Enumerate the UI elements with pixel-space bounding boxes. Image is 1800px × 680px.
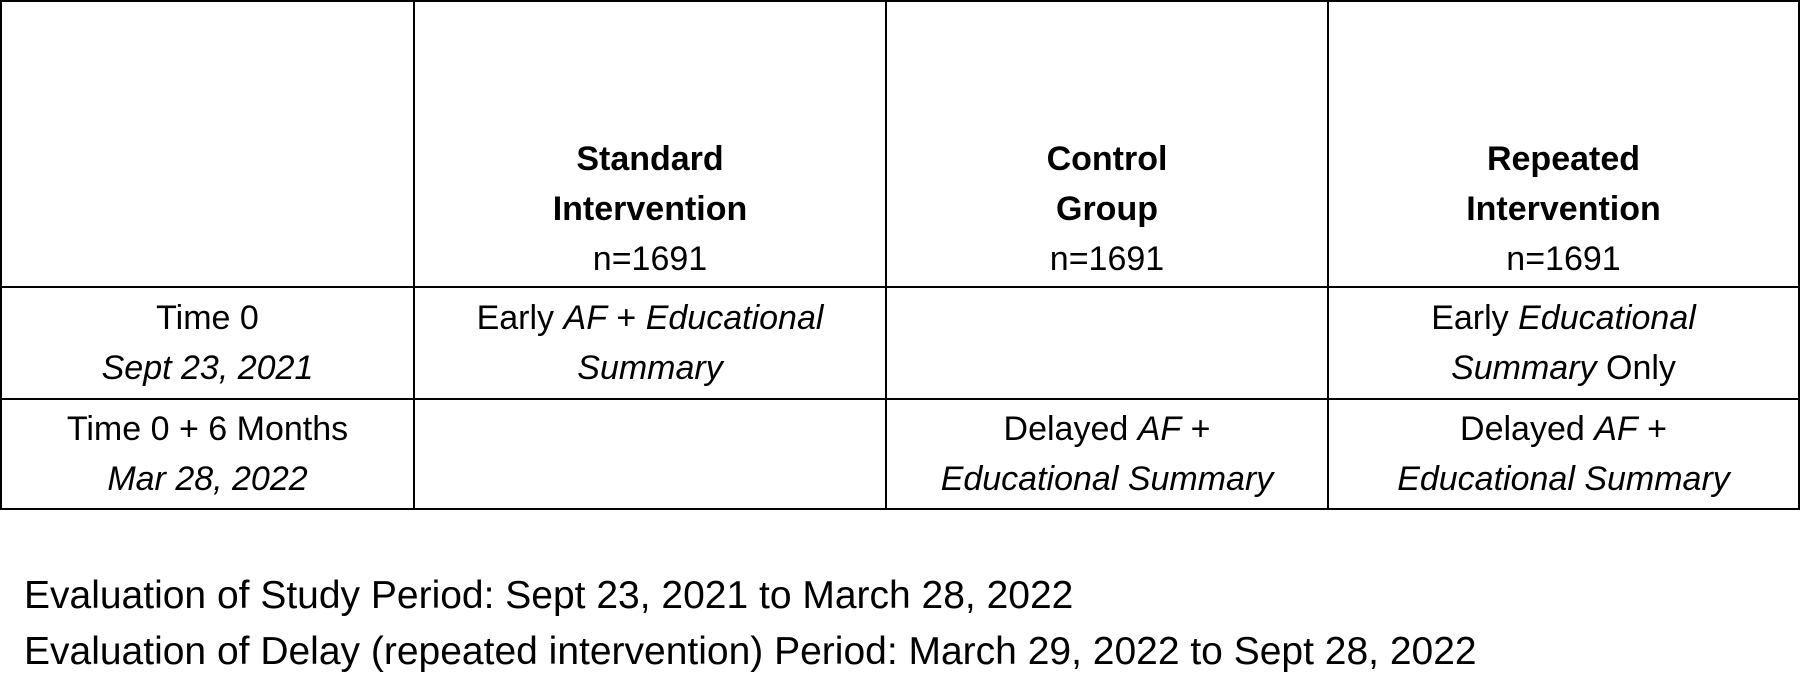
time-date: Mar 28, 2022: [107, 460, 308, 498]
repeated-cell: [1328, 287, 1799, 399]
header-title-line2: Intervention: [552, 190, 748, 228]
time-cell: [1, 399, 414, 509]
header-title-line2: Intervention: [1466, 190, 1661, 228]
table-row: [1, 287, 1799, 399]
cell-text: Only: [1596, 349, 1676, 387]
cell-text-italic: AF: [1594, 410, 1638, 448]
cell-text-italic: Educational Summary: [940, 460, 1274, 498]
cell-text: Delayed: [1460, 410, 1595, 448]
cell-text-italic: Summary: [577, 349, 723, 387]
control-cell: [886, 287, 1328, 399]
header-repeated-intervention: [1328, 1, 1799, 287]
cell-text: Early: [1431, 299, 1519, 337]
evaluation-notes: [24, 568, 1477, 680]
cell-text: +: [606, 299, 646, 337]
cell-text-italic: Educational Summary: [1397, 460, 1730, 498]
header-standard-intervention: [414, 1, 886, 287]
table-row: [1, 399, 1799, 509]
header-n: n=1691: [1506, 240, 1621, 278]
repeated-cell: [1328, 399, 1799, 509]
cell-text-italic: Educational: [645, 299, 824, 337]
header-control-group: [886, 1, 1328, 287]
delay-period-note: Evaluation of Delay (repeated intervention) Period: March 29, 2022 to Sept 28, 2022: [24, 630, 1477, 673]
cell-text: +: [1181, 410, 1211, 448]
header-title-line1: Repeated: [1486, 140, 1641, 178]
header-title-line1: Control: [1046, 140, 1168, 178]
time-cell: [1, 287, 414, 399]
cell-text-italic: Educational: [1518, 299, 1696, 337]
standard-cell: [414, 399, 886, 509]
cell-text: Early: [476, 299, 564, 337]
time-date: Sept 23, 2021: [101, 349, 314, 387]
cell-text-italic: AF: [563, 299, 607, 337]
study-period-note: Evaluation of Study Period: Sept 23, 2021 to March 28, 2022: [24, 574, 1074, 617]
header-n: n=1691: [592, 240, 708, 278]
time-label: Time 0 + 6 Months: [66, 410, 349, 448]
time-label: Time 0: [156, 299, 259, 337]
cell-text-italic: Summary: [1451, 349, 1597, 387]
control-cell: [886, 399, 1328, 509]
cell-text: +: [1637, 410, 1667, 448]
cell-text: Delayed: [1003, 410, 1138, 448]
header-n: n=1691: [1049, 240, 1165, 278]
header-empty-cell: [1, 1, 414, 287]
header-row: [1, 1, 1799, 287]
header-title-line2: Group: [1056, 190, 1158, 228]
header-title-line1: Standard: [576, 140, 724, 178]
standard-cell: [414, 287, 886, 399]
cell-text-italic: AF: [1137, 410, 1182, 448]
